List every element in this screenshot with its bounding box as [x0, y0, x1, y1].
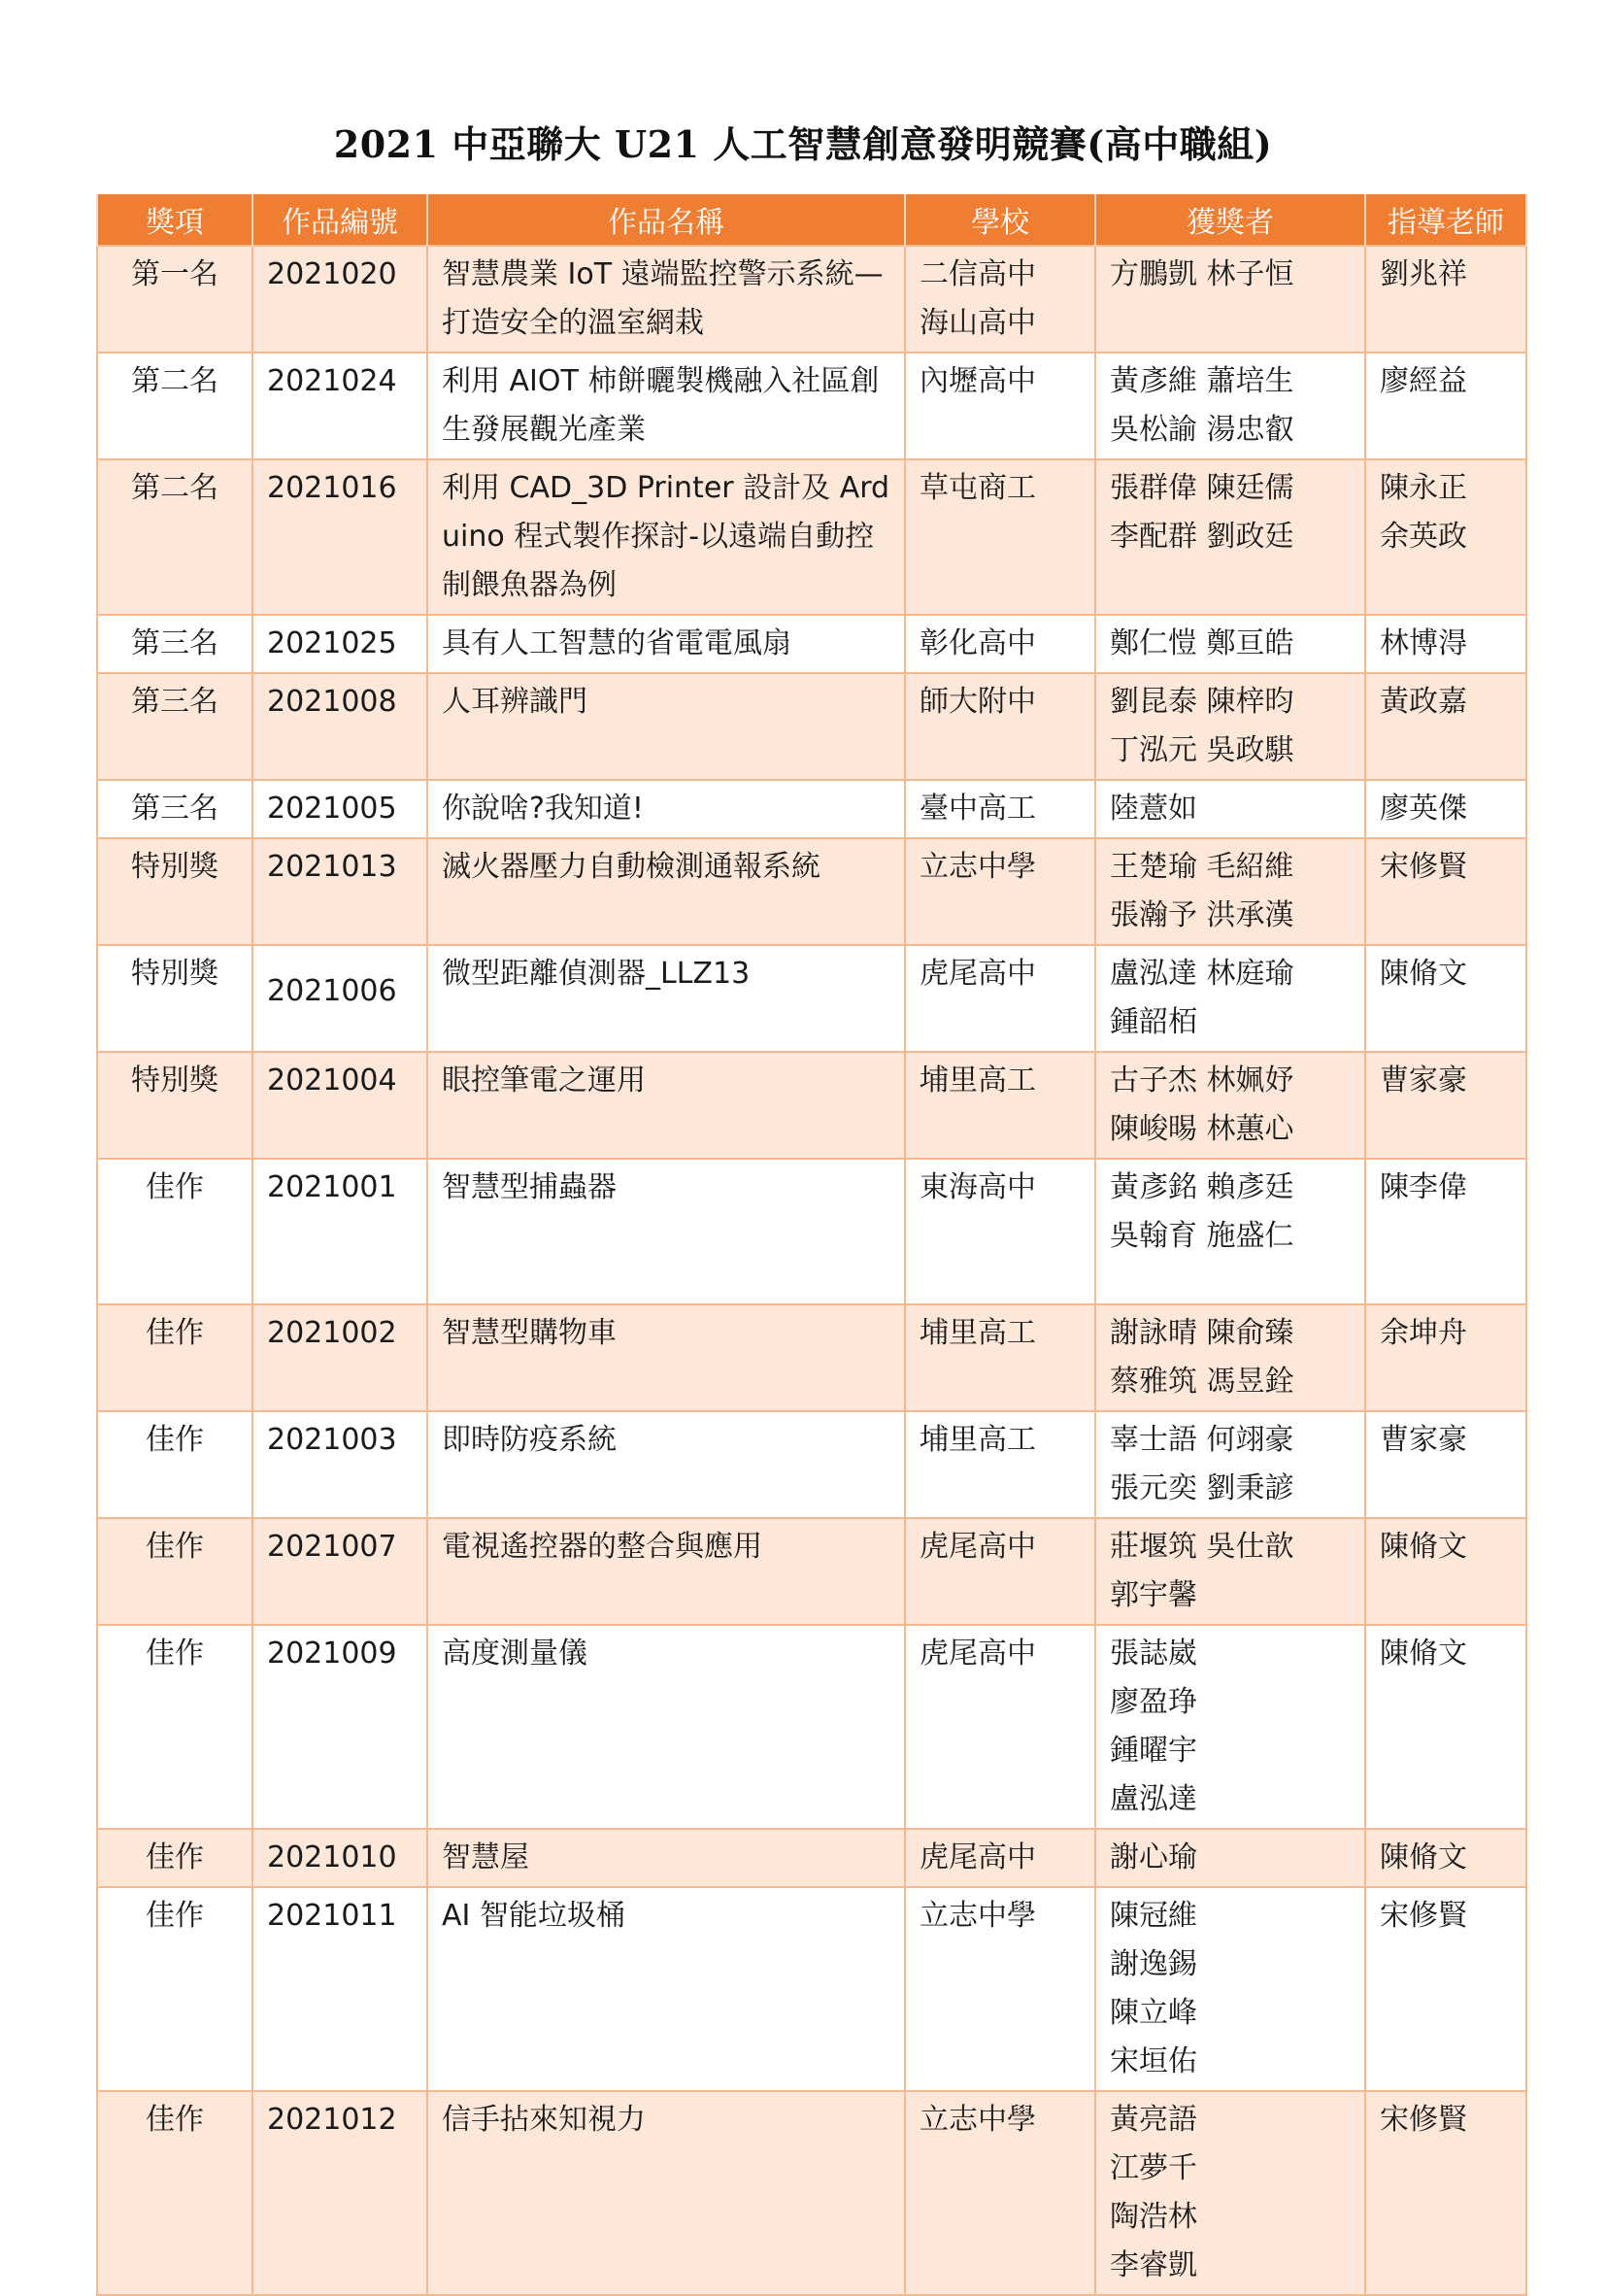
cell-winners — [1095, 1159, 1365, 1304]
cell-name — [427, 945, 905, 1052]
cell-id — [252, 1159, 427, 1304]
cell-name-text: AI 智能垃圾桶 — [442, 1899, 625, 1933]
cell-award-text: 第二名 — [131, 364, 218, 398]
cell-winners-line: 陸薏如 — [1110, 792, 1197, 826]
cell-award — [97, 1304, 252, 1411]
cell-winners-line: 郭宇馨 — [1110, 1578, 1197, 1612]
header-school: 學校 — [905, 194, 1095, 246]
cell-advisor — [1365, 1518, 1526, 1625]
cell-winners-line: 張元奕 劉秉諺 — [1110, 1471, 1294, 1505]
cell-advisor-line: 陳脩文 — [1380, 957, 1467, 991]
cell-advisor — [1365, 945, 1526, 1052]
cell-name-text: 即時防疫系統 — [442, 1423, 617, 1457]
cell-school — [905, 1829, 1095, 1887]
cell-winners-line: 鄭仁愷 鄭亘皓 — [1110, 626, 1294, 660]
table-row — [97, 1052, 1526, 1159]
table-row — [97, 2091, 1526, 2295]
cell-school-line: 埔里高工 — [920, 1423, 1036, 1457]
cell-id — [252, 1625, 427, 1829]
cell-award-text: 佳作 — [146, 1840, 204, 1874]
cell-school — [905, 459, 1095, 615]
cell-winners-line: 李睿凱 — [1110, 2248, 1197, 2282]
cell-award — [97, 2091, 252, 2295]
table-row — [97, 1829, 1526, 1887]
header-award: 獎項 — [97, 194, 252, 246]
cell-advisor — [1365, 838, 1526, 945]
cell-id — [252, 780, 427, 838]
page-title: 2021 中亞聯大 U21 人工智慧創意發明競賽(高中職組) — [333, 122, 1273, 166]
cell-school — [905, 1518, 1095, 1625]
cell-winners — [1095, 353, 1365, 459]
cell-id-text: 2021013 — [267, 850, 397, 884]
cell-school — [905, 246, 1095, 353]
cell-winners-line: 劉昆泰 陳梓昀 — [1110, 685, 1294, 719]
cell-id-text: 2021008 — [267, 685, 397, 719]
cell-name-text: 智慧型購物車 — [442, 1316, 617, 1350]
cell-name-text: 眼控筆電之運用 — [442, 1064, 646, 1097]
cell-id-text: 2021003 — [267, 1423, 397, 1457]
cell-name-text: 智慧農業 IoT 遠端監控警示系統—打造安全的溫室網栽 — [442, 257, 884, 340]
cell-winners-line: 辜士語 何翊豪 — [1110, 1423, 1294, 1457]
cell-name-text: 信手拈來知視力 — [442, 2103, 646, 2137]
cell-name-text: 高度測量儀 — [442, 1637, 587, 1671]
cell-name-text: 微型距離偵測器_LLZ13 — [442, 957, 751, 991]
cell-winners-line: 陶浩林 — [1110, 2200, 1197, 2234]
cell-id-text: 2021009 — [267, 1637, 397, 1671]
cell-school — [905, 1887, 1095, 2091]
cell-advisor-line: 廖英傑 — [1380, 792, 1467, 826]
cell-advisor — [1365, 1052, 1526, 1159]
cell-id — [252, 1411, 427, 1518]
cell-award — [97, 353, 252, 459]
cell-id-text: 2021025 — [267, 626, 397, 660]
cell-winners-line: 莊堰筑 吳仕歆 — [1110, 1530, 1294, 1564]
cell-id-text: 2021010 — [267, 1840, 397, 1874]
cell-advisor — [1365, 1159, 1526, 1304]
cell-winners-line: 吳松諭 湯忠叡 — [1110, 413, 1294, 447]
cell-id-text: 2021016 — [267, 471, 397, 505]
cell-school — [905, 1052, 1095, 1159]
cell-name — [427, 1159, 905, 1304]
cell-school — [905, 780, 1095, 838]
cell-winners-line: 張誌崴 — [1110, 1637, 1197, 1671]
cell-school — [905, 2091, 1095, 2295]
cell-name-text: 利用 CAD_3D Printer 設計及 Arduino 程式製作探討-以遠端自動控制餵魚器為例 — [442, 471, 890, 602]
cell-advisor — [1365, 673, 1526, 780]
cell-advisor — [1365, 615, 1526, 673]
cell-id-text: 2021001 — [267, 1170, 397, 1204]
cell-winners-line: 李配群 劉政廷 — [1110, 520, 1294, 554]
cell-id — [252, 1518, 427, 1625]
table-row — [97, 459, 1526, 615]
table-row — [97, 1625, 1526, 1829]
cell-advisor — [1365, 459, 1526, 615]
cell-school-line: 彰化高中 — [920, 626, 1036, 660]
cell-school — [905, 945, 1095, 1052]
cell-winners — [1095, 1411, 1365, 1518]
cell-winners-line: 宋垣佑 — [1110, 2044, 1197, 2078]
cell-school — [905, 1304, 1095, 1411]
cell-winners-line: 鍾曜宇 — [1110, 1734, 1197, 1768]
table-body — [97, 246, 1526, 2295]
cell-advisor — [1365, 1829, 1526, 1887]
cell-name — [427, 673, 905, 780]
cell-winners-line: 鍾韶栢 — [1110, 1005, 1197, 1039]
header-advisor: 指導老師 — [1365, 194, 1526, 246]
cell-award — [97, 1159, 252, 1304]
cell-winners-line: 王楚瑜 毛紹維 — [1110, 850, 1294, 884]
cell-winners — [1095, 1829, 1365, 1887]
cell-school-line: 虎尾高中 — [920, 957, 1036, 991]
cell-winners — [1095, 1887, 1365, 2091]
table-row — [97, 1411, 1526, 1518]
cell-id-text: 2021006 — [267, 974, 397, 1008]
cell-winners — [1095, 2091, 1365, 2295]
cell-id-text: 2021004 — [267, 1064, 397, 1097]
cell-winners-line: 黃亮語 — [1110, 2103, 1197, 2137]
cell-winners — [1095, 1625, 1365, 1829]
cell-advisor — [1365, 353, 1526, 459]
cell-advisor — [1365, 780, 1526, 838]
cell-school-line: 虎尾高中 — [920, 1530, 1036, 1564]
cell-winners-line: 黃彥銘 賴彥廷 — [1110, 1170, 1294, 1204]
cell-id — [252, 1829, 427, 1887]
cell-winners — [1095, 838, 1365, 945]
cell-award — [97, 1518, 252, 1625]
cell-winners-line: 黃彥維 蕭培生 — [1110, 364, 1294, 398]
cell-id — [252, 246, 427, 353]
cell-award — [97, 459, 252, 615]
cell-winners-line: 古子杰 林姵妤 — [1110, 1064, 1294, 1097]
cell-id — [252, 1052, 427, 1159]
cell-award-text: 特別獎 — [131, 957, 218, 991]
cell-advisor-line: 余坤舟 — [1380, 1316, 1467, 1350]
cell-winners — [1095, 1518, 1365, 1625]
cell-school — [905, 353, 1095, 459]
cell-school-line: 立志中學 — [920, 850, 1036, 884]
cell-name-text: 智慧型捕蟲器 — [442, 1170, 617, 1204]
cell-award — [97, 1052, 252, 1159]
cell-id — [252, 2091, 427, 2295]
cell-id-text: 2021002 — [267, 1316, 397, 1350]
cell-name — [427, 459, 905, 615]
table-row — [97, 353, 1526, 459]
cell-winners-line: 謝逸錫 — [1110, 1947, 1197, 1981]
cell-advisor — [1365, 246, 1526, 353]
cell-award — [97, 1887, 252, 2091]
cell-school-line: 立志中學 — [920, 1899, 1036, 1933]
cell-advisor — [1365, 1411, 1526, 1518]
cell-award-text: 第二名 — [131, 471, 218, 505]
cell-name-text: 具有人工智慧的省電電風扇 — [442, 626, 791, 660]
cell-award — [97, 945, 252, 1052]
cell-award — [97, 615, 252, 673]
cell-id — [252, 353, 427, 459]
cell-school-line: 虎尾高中 — [920, 1637, 1036, 1671]
cell-name — [427, 1829, 905, 1887]
cell-name — [427, 246, 905, 353]
cell-advisor — [1365, 1625, 1526, 1829]
cell-name-text: 智慧屋 — [442, 1840, 529, 1874]
cell-id — [252, 1304, 427, 1411]
cell-winners-line: 廖盈琤 — [1110, 1685, 1197, 1719]
cell-name-text: 人耳辨識門 — [442, 685, 587, 719]
cell-winners — [1095, 945, 1365, 1052]
table-row — [97, 1518, 1526, 1625]
cell-award — [97, 1829, 252, 1887]
cell-school-line: 師大附中 — [920, 685, 1036, 719]
cell-award — [97, 1411, 252, 1518]
cell-school — [905, 1159, 1095, 1304]
cell-award — [97, 1625, 252, 1829]
table-row — [97, 945, 1526, 1052]
cell-id-text: 2021011 — [267, 1899, 397, 1933]
cell-winners-line: 張群偉 陳廷儒 — [1110, 471, 1294, 505]
cell-name — [427, 838, 905, 945]
cell-school-line: 埔里高工 — [920, 1064, 1036, 1097]
cell-award-text: 佳作 — [146, 1899, 204, 1933]
cell-school — [905, 615, 1095, 673]
cell-name — [427, 1518, 905, 1625]
cell-winners-line: 蔡雅筑 馮昱銓 — [1110, 1365, 1294, 1399]
cell-winners-line: 丁泓元 吳政騏 — [1110, 733, 1294, 767]
cell-advisor-line: 余英政 — [1380, 520, 1467, 554]
cell-advisor — [1365, 2091, 1526, 2295]
cell-id — [252, 945, 427, 1052]
cell-id — [252, 615, 427, 673]
cell-advisor-line: 宋修賢 — [1380, 850, 1467, 884]
cell-winners-line: 江夢千 — [1110, 2151, 1197, 2185]
cell-winners — [1095, 673, 1365, 780]
cell-school — [905, 673, 1095, 780]
table-row — [97, 1159, 1526, 1304]
table-row — [97, 615, 1526, 673]
cell-award-text: 第三名 — [131, 685, 218, 719]
cell-award-text: 佳作 — [146, 1170, 204, 1204]
cell-id-text: 2021005 — [267, 792, 397, 826]
cell-school-line: 二信高中 — [920, 257, 1036, 291]
cell-id — [252, 459, 427, 615]
cell-award-text: 佳作 — [146, 1637, 204, 1671]
cell-winners-line: 謝心瑜 — [1110, 1840, 1197, 1874]
table-row — [97, 1887, 1526, 2091]
cell-winners — [1095, 615, 1365, 673]
header-winners: 獲獎者 — [1095, 194, 1365, 246]
cell-name — [427, 2091, 905, 2295]
cell-name — [427, 1411, 905, 1518]
cell-award-text: 佳作 — [146, 1423, 204, 1457]
cell-advisor-line: 黃政嘉 — [1380, 685, 1467, 719]
cell-award — [97, 780, 252, 838]
cell-advisor-line: 陳脩文 — [1380, 1637, 1467, 1671]
cell-advisor-line: 曹家豪 — [1380, 1423, 1467, 1457]
cell-name — [427, 1625, 905, 1829]
cell-school-line: 埔里高工 — [920, 1316, 1036, 1350]
cell-award-text: 佳作 — [146, 1530, 204, 1564]
awards-table — [96, 194, 1527, 2296]
cell-school — [905, 838, 1095, 945]
cell-winners-line: 吳翰育 施盛仁 — [1110, 1219, 1294, 1253]
cell-advisor-line: 陳脩文 — [1380, 1840, 1467, 1874]
cell-winners-line: 陳冠維 — [1110, 1899, 1197, 1933]
cell-school-line: 臺中高工 — [920, 792, 1036, 826]
cell-award — [97, 838, 252, 945]
cell-advisor-line: 林博淂 — [1380, 626, 1467, 660]
cell-school-line: 東海高中 — [920, 1170, 1036, 1204]
cell-winners-line: 謝詠晴 陳俞臻 — [1110, 1316, 1294, 1350]
cell-winners — [1095, 780, 1365, 838]
cell-award — [97, 246, 252, 353]
cell-name — [427, 1304, 905, 1411]
cell-id — [252, 838, 427, 945]
cell-school-line: 草屯商工 — [920, 471, 1036, 505]
cell-id — [252, 673, 427, 780]
cell-winners — [1095, 1304, 1365, 1411]
table-row — [97, 673, 1526, 780]
cell-name-text: 電視遙控器的整合與應用 — [442, 1530, 762, 1564]
cell-id-text: 2021024 — [267, 364, 397, 398]
cell-award-text: 第三名 — [131, 626, 218, 660]
cell-winners-line: 盧泓達 — [1110, 1782, 1197, 1816]
cell-winners-line: 盧泓達 林庭瑜 — [1110, 957, 1294, 991]
cell-award-text: 特別獎 — [131, 850, 218, 884]
header-name: 作品名稱 — [427, 194, 905, 246]
cell-id — [252, 1887, 427, 2091]
cell-award-text: 第三名 — [131, 792, 218, 826]
cell-school — [905, 1625, 1095, 1829]
cell-name — [427, 1887, 905, 2091]
cell-name — [427, 353, 905, 459]
cell-winners — [1095, 459, 1365, 615]
cell-name-text: 利用 AIOT 柿餅曬製機融入社區創生發展觀光產業 — [442, 364, 880, 447]
table-header-row — [97, 194, 1526, 246]
cell-school-line: 虎尾高中 — [920, 1840, 1036, 1874]
cell-award-text: 佳作 — [146, 1316, 204, 1350]
cell-award — [97, 673, 252, 780]
cell-id-text: 2021020 — [267, 257, 397, 291]
cell-advisor-line: 陳李偉 — [1380, 1170, 1467, 1204]
cell-advisor — [1365, 1304, 1526, 1411]
table-row — [97, 780, 1526, 838]
cell-winners-line: 陳立峰 — [1110, 1996, 1197, 2030]
cell-id-text: 2021012 — [267, 2103, 397, 2137]
cell-school — [905, 1411, 1095, 1518]
cell-name — [427, 780, 905, 838]
cell-advisor — [1365, 1887, 1526, 2091]
cell-name-text: 滅火器壓力自動檢測通報系統 — [442, 850, 820, 884]
table-row — [97, 1304, 1526, 1411]
cell-name — [427, 1052, 905, 1159]
table-row — [97, 246, 1526, 353]
cell-advisor-line: 劉兆祥 — [1380, 257, 1467, 291]
cell-advisor-line: 陳脩文 — [1380, 1530, 1467, 1564]
cell-advisor-line: 宋修賢 — [1380, 2103, 1467, 2137]
cell-school-line: 立志中學 — [920, 2103, 1036, 2137]
cell-award-text: 第一名 — [131, 257, 218, 291]
cell-advisor-line: 陳永正 — [1380, 471, 1467, 505]
cell-winners — [1095, 1052, 1365, 1159]
cell-winners-line: 方鵬凱 林子恒 — [1110, 257, 1294, 291]
cell-id-text: 2021007 — [267, 1530, 397, 1564]
cell-name — [427, 615, 905, 673]
cell-advisor-line: 曹家豪 — [1380, 1064, 1467, 1097]
cell-winners — [1095, 246, 1365, 353]
cell-school-line: 海山高中 — [920, 306, 1036, 340]
cell-winners-line: 陳峻晹 林蕙心 — [1110, 1112, 1294, 1146]
table-row — [97, 838, 1526, 945]
cell-award-text: 佳作 — [146, 2103, 204, 2137]
cell-advisor-line: 廖經益 — [1380, 364, 1467, 398]
cell-name-text: 你說啥?我知道! — [442, 792, 644, 826]
cell-advisor-line: 宋修賢 — [1380, 1899, 1467, 1933]
header-id: 作品編號 — [252, 194, 427, 246]
cell-award-text: 特別獎 — [131, 1064, 218, 1097]
cell-school-line: 內壢高中 — [920, 364, 1036, 398]
cell-winners-line: 張瀚予 洪承漢 — [1110, 898, 1294, 932]
